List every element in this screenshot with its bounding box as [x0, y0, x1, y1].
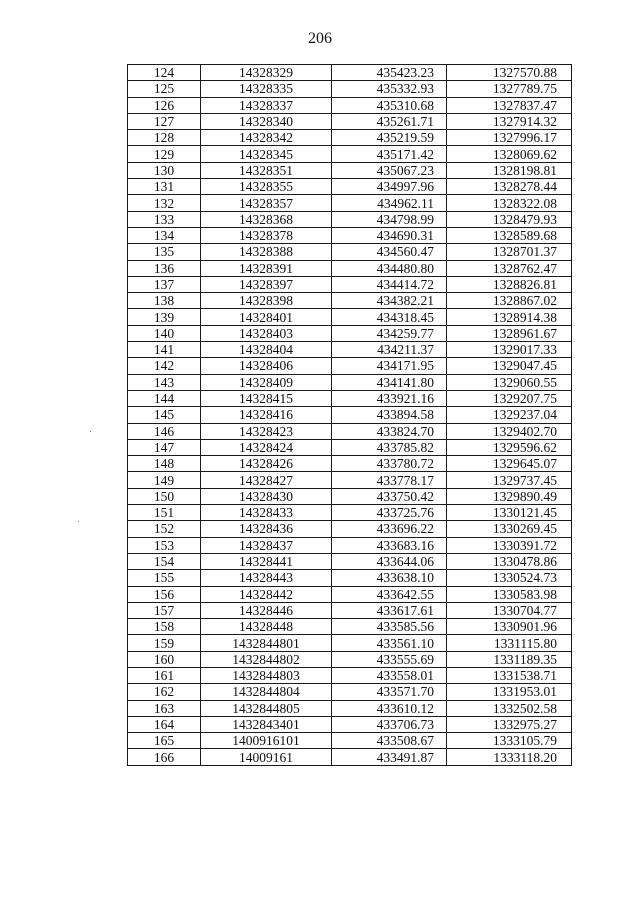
x-coordinate-cell: 433778.17: [332, 472, 447, 488]
table-row: [128, 439, 572, 455]
point-number-cell: 146: [128, 423, 201, 439]
table-row: [128, 146, 572, 162]
y-coordinate-cell: 1330901.96: [447, 619, 572, 635]
table-row: [128, 667, 572, 683]
table-row: [128, 602, 572, 618]
point-id-cell: 14328446: [201, 602, 332, 618]
point-id-cell: 14328441: [201, 553, 332, 569]
point-id-cell: 14328355: [201, 179, 332, 195]
table-row: [128, 113, 572, 129]
y-coordinate-cell: 1329737.45: [447, 472, 572, 488]
table-row: [128, 749, 572, 765]
x-coordinate-cell: 433610.12: [332, 700, 447, 716]
point-number-cell: 166: [128, 749, 201, 765]
table-row: [128, 97, 572, 113]
point-id-cell: 14328423: [201, 423, 332, 439]
table-row: [128, 293, 572, 309]
point-number-cell: 158: [128, 619, 201, 635]
y-coordinate-cell: 1330704.77: [447, 602, 572, 618]
x-coordinate-cell: 434171.95: [332, 358, 447, 374]
coordinate-table-container: [127, 64, 572, 766]
table-row: [128, 390, 572, 406]
table-row: [128, 244, 572, 260]
point-number-cell: 139: [128, 309, 201, 325]
y-coordinate-cell: 1329237.04: [447, 407, 572, 423]
y-coordinate-cell: 1331189.35: [447, 651, 572, 667]
point-number-cell: 150: [128, 488, 201, 504]
point-id-cell: 14328403: [201, 325, 332, 341]
y-coordinate-cell: 1330269.45: [447, 521, 572, 537]
y-coordinate-cell: 1331115.80: [447, 635, 572, 651]
point-number-cell: 151: [128, 505, 201, 521]
point-id-cell: 14328335: [201, 81, 332, 97]
point-id-cell: 1432844803: [201, 667, 332, 683]
point-number-cell: 125: [128, 81, 201, 97]
point-id-cell: 14328329: [201, 65, 332, 81]
table-row: [128, 423, 572, 439]
point-id-cell: 14328351: [201, 162, 332, 178]
point-number-cell: 128: [128, 130, 201, 146]
y-coordinate-cell: 1328322.08: [447, 195, 572, 211]
x-coordinate-cell: 433491.87: [332, 749, 447, 765]
table-row: [128, 227, 572, 243]
coordinate-table: [127, 64, 572, 766]
point-id-cell: 14328436: [201, 521, 332, 537]
scan-speck: [90, 431, 91, 432]
x-coordinate-cell: 434211.37: [332, 342, 447, 358]
x-coordinate-cell: 433696.22: [332, 521, 447, 537]
point-id-cell: 14328442: [201, 586, 332, 602]
point-number-cell: 141: [128, 342, 201, 358]
table-row: [128, 553, 572, 569]
point-number-cell: 127: [128, 113, 201, 129]
y-coordinate-cell: 1328589.68: [447, 227, 572, 243]
point-number-cell: 156: [128, 586, 201, 602]
point-number-cell: 153: [128, 537, 201, 553]
point-id-cell: 14328416: [201, 407, 332, 423]
y-coordinate-cell: 1332975.27: [447, 716, 572, 732]
point-id-cell: 1432843401: [201, 716, 332, 732]
y-coordinate-cell: 1329890.49: [447, 488, 572, 504]
table-row: [128, 325, 572, 341]
y-coordinate-cell: 1330121.45: [447, 505, 572, 521]
point-number-cell: 130: [128, 162, 201, 178]
point-id-cell: 14328401: [201, 309, 332, 325]
table-row: [128, 81, 572, 97]
table-row: [128, 130, 572, 146]
point-id-cell: 14328388: [201, 244, 332, 260]
table-row: [128, 733, 572, 749]
table-row: [128, 162, 572, 178]
x-coordinate-cell: 435171.42: [332, 146, 447, 162]
point-number-cell: 161: [128, 667, 201, 683]
x-coordinate-cell: 433642.55: [332, 586, 447, 602]
x-coordinate-cell: 433824.70: [332, 423, 447, 439]
point-id-cell: 14328437: [201, 537, 332, 553]
x-coordinate-cell: 433725.76: [332, 505, 447, 521]
point-id-cell: 1432844802: [201, 651, 332, 667]
y-coordinate-cell: 1328278.44: [447, 179, 572, 195]
point-number-cell: 148: [128, 456, 201, 472]
x-coordinate-cell: 434259.77: [332, 325, 447, 341]
point-number-cell: 129: [128, 146, 201, 162]
table-row: [128, 570, 572, 586]
x-coordinate-cell: 433750.42: [332, 488, 447, 504]
x-coordinate-cell: 434414.72: [332, 276, 447, 292]
table-row: [128, 374, 572, 390]
x-coordinate-cell: 433921.16: [332, 390, 447, 406]
table-row: [128, 358, 572, 374]
point-id-cell: 14328378: [201, 227, 332, 243]
y-coordinate-cell: 1328701.37: [447, 244, 572, 260]
y-coordinate-cell: 1332502.58: [447, 700, 572, 716]
point-id-cell: 14328397: [201, 276, 332, 292]
table-row: [128, 309, 572, 325]
point-number-cell: 137: [128, 276, 201, 292]
point-id-cell: 14328391: [201, 260, 332, 276]
y-coordinate-cell: 1327996.17: [447, 130, 572, 146]
table-row: [128, 260, 572, 276]
point-id-cell: 14328340: [201, 113, 332, 129]
point-number-cell: 147: [128, 439, 201, 455]
x-coordinate-cell: 435261.71: [332, 113, 447, 129]
y-coordinate-cell: 1328069.62: [447, 146, 572, 162]
point-id-cell: 14328404: [201, 342, 332, 358]
x-coordinate-cell: 433571.70: [332, 684, 447, 700]
point-id-cell: 14328342: [201, 130, 332, 146]
point-id-cell: 14328357: [201, 195, 332, 211]
table-row: [128, 684, 572, 700]
table-row: [128, 488, 572, 504]
x-coordinate-cell: 434141.80: [332, 374, 447, 390]
table-row: [128, 456, 572, 472]
table-row: [128, 276, 572, 292]
y-coordinate-cell: 1328961.67: [447, 325, 572, 341]
point-id-cell: 14328430: [201, 488, 332, 504]
point-id-cell: 14328424: [201, 439, 332, 455]
y-coordinate-cell: 1327914.32: [447, 113, 572, 129]
point-number-cell: 138: [128, 293, 201, 309]
point-id-cell: 1432844804: [201, 684, 332, 700]
x-coordinate-cell: 434318.45: [332, 309, 447, 325]
table-row: [128, 537, 572, 553]
y-coordinate-cell: 1329207.75: [447, 390, 572, 406]
y-coordinate-cell: 1333118.20: [447, 749, 572, 765]
x-coordinate-cell: 434480.80: [332, 260, 447, 276]
table-row: [128, 700, 572, 716]
y-coordinate-cell: 1329596.62: [447, 439, 572, 455]
table-row: [128, 505, 572, 521]
x-coordinate-cell: 433894.58: [332, 407, 447, 423]
point-number-cell: 126: [128, 97, 201, 113]
point-number-cell: 144: [128, 390, 201, 406]
x-coordinate-cell: 434997.96: [332, 179, 447, 195]
y-coordinate-cell: 1328762.47: [447, 260, 572, 276]
x-coordinate-cell: 434798.99: [332, 211, 447, 227]
x-coordinate-cell: 435423.23: [332, 65, 447, 81]
table-row: [128, 619, 572, 635]
y-coordinate-cell: 1330583.98: [447, 586, 572, 602]
point-number-cell: 154: [128, 553, 201, 569]
table-row: [128, 635, 572, 651]
x-coordinate-cell: 433617.61: [332, 602, 447, 618]
x-coordinate-cell: 433638.10: [332, 570, 447, 586]
y-coordinate-cell: 1328867.02: [447, 293, 572, 309]
table-row: [128, 586, 572, 602]
y-coordinate-cell: 1330524.73: [447, 570, 572, 586]
point-number-cell: 159: [128, 635, 201, 651]
x-coordinate-cell: 435219.59: [332, 130, 447, 146]
x-coordinate-cell: 435067.23: [332, 162, 447, 178]
x-coordinate-cell: 433780.72: [332, 456, 447, 472]
y-coordinate-cell: 1330478.86: [447, 553, 572, 569]
point-id-cell: 14328345: [201, 146, 332, 162]
x-coordinate-cell: 433508.67: [332, 733, 447, 749]
table-row: [128, 716, 572, 732]
point-id-cell: 14328433: [201, 505, 332, 521]
y-coordinate-cell: 1329047.45: [447, 358, 572, 374]
point-number-cell: 162: [128, 684, 201, 700]
table-row: [128, 651, 572, 667]
table-row: [128, 211, 572, 227]
point-id-cell: 14328406: [201, 358, 332, 374]
y-coordinate-cell: 1331538.71: [447, 667, 572, 683]
y-coordinate-cell: 1328198.81: [447, 162, 572, 178]
point-id-cell: 1432844805: [201, 700, 332, 716]
table-row: [128, 342, 572, 358]
point-id-cell: 14328448: [201, 619, 332, 635]
point-number-cell: 135: [128, 244, 201, 260]
y-coordinate-cell: 1331953.01: [447, 684, 572, 700]
y-coordinate-cell: 1333105.79: [447, 733, 572, 749]
table-row: [128, 195, 572, 211]
y-coordinate-cell: 1330391.72: [447, 537, 572, 553]
point-id-cell: 14328443: [201, 570, 332, 586]
y-coordinate-cell: 1327837.47: [447, 97, 572, 113]
point-number-cell: 145: [128, 407, 201, 423]
x-coordinate-cell: 435310.68: [332, 97, 447, 113]
x-coordinate-cell: 434560.47: [332, 244, 447, 260]
y-coordinate-cell: 1328826.81: [447, 276, 572, 292]
point-id-cell: 14328368: [201, 211, 332, 227]
point-number-cell: 160: [128, 651, 201, 667]
point-number-cell: 140: [128, 325, 201, 341]
point-id-cell: 1432844801: [201, 635, 332, 651]
point-number-cell: 131: [128, 179, 201, 195]
x-coordinate-cell: 434962.11: [332, 195, 447, 211]
table-row: [128, 407, 572, 423]
point-number-cell: 143: [128, 374, 201, 390]
table-row: [128, 472, 572, 488]
y-coordinate-cell: 1329645.07: [447, 456, 572, 472]
scan-speck: [78, 521, 79, 522]
point-id-cell: 14328337: [201, 97, 332, 113]
point-number-cell: 134: [128, 227, 201, 243]
point-number-cell: 133: [128, 211, 201, 227]
point-id-cell: 1400916101: [201, 733, 332, 749]
y-coordinate-cell: 1329017.33: [447, 342, 572, 358]
point-number-cell: 155: [128, 570, 201, 586]
y-coordinate-cell: 1329402.70: [447, 423, 572, 439]
x-coordinate-cell: 433785.82: [332, 439, 447, 455]
x-coordinate-cell: 433644.06: [332, 553, 447, 569]
point-number-cell: 165: [128, 733, 201, 749]
y-coordinate-cell: 1327789.75: [447, 81, 572, 97]
point-number-cell: 164: [128, 716, 201, 732]
point-id-cell: 14328409: [201, 374, 332, 390]
table-row: [128, 65, 572, 81]
point-number-cell: 124: [128, 65, 201, 81]
coordinate-table-body: [128, 65, 572, 766]
x-coordinate-cell: 433561.10: [332, 635, 447, 651]
x-coordinate-cell: 434382.21: [332, 293, 447, 309]
point-number-cell: 132: [128, 195, 201, 211]
point-number-cell: 149: [128, 472, 201, 488]
x-coordinate-cell: 433558.01: [332, 667, 447, 683]
point-id-cell: 14328398: [201, 293, 332, 309]
y-coordinate-cell: 1328479.93: [447, 211, 572, 227]
x-coordinate-cell: 433555.69: [332, 651, 447, 667]
point-id-cell: 14328427: [201, 472, 332, 488]
x-coordinate-cell: 433683.16: [332, 537, 447, 553]
x-coordinate-cell: 435332.93: [332, 81, 447, 97]
table-row: [128, 179, 572, 195]
table-row: [128, 521, 572, 537]
page-number: 206: [308, 30, 332, 47]
x-coordinate-cell: 433706.73: [332, 716, 447, 732]
y-coordinate-cell: 1327570.88: [447, 65, 572, 81]
y-coordinate-cell: 1329060.55: [447, 374, 572, 390]
point-id-cell: 14009161: [201, 749, 332, 765]
point-id-cell: 14328426: [201, 456, 332, 472]
point-number-cell: 136: [128, 260, 201, 276]
point-number-cell: 157: [128, 602, 201, 618]
point-number-cell: 152: [128, 521, 201, 537]
point-number-cell: 142: [128, 358, 201, 374]
point-id-cell: 14328415: [201, 390, 332, 406]
x-coordinate-cell: 433585.56: [332, 619, 447, 635]
x-coordinate-cell: 434690.31: [332, 227, 447, 243]
point-number-cell: 163: [128, 700, 201, 716]
y-coordinate-cell: 1328914.38: [447, 309, 572, 325]
